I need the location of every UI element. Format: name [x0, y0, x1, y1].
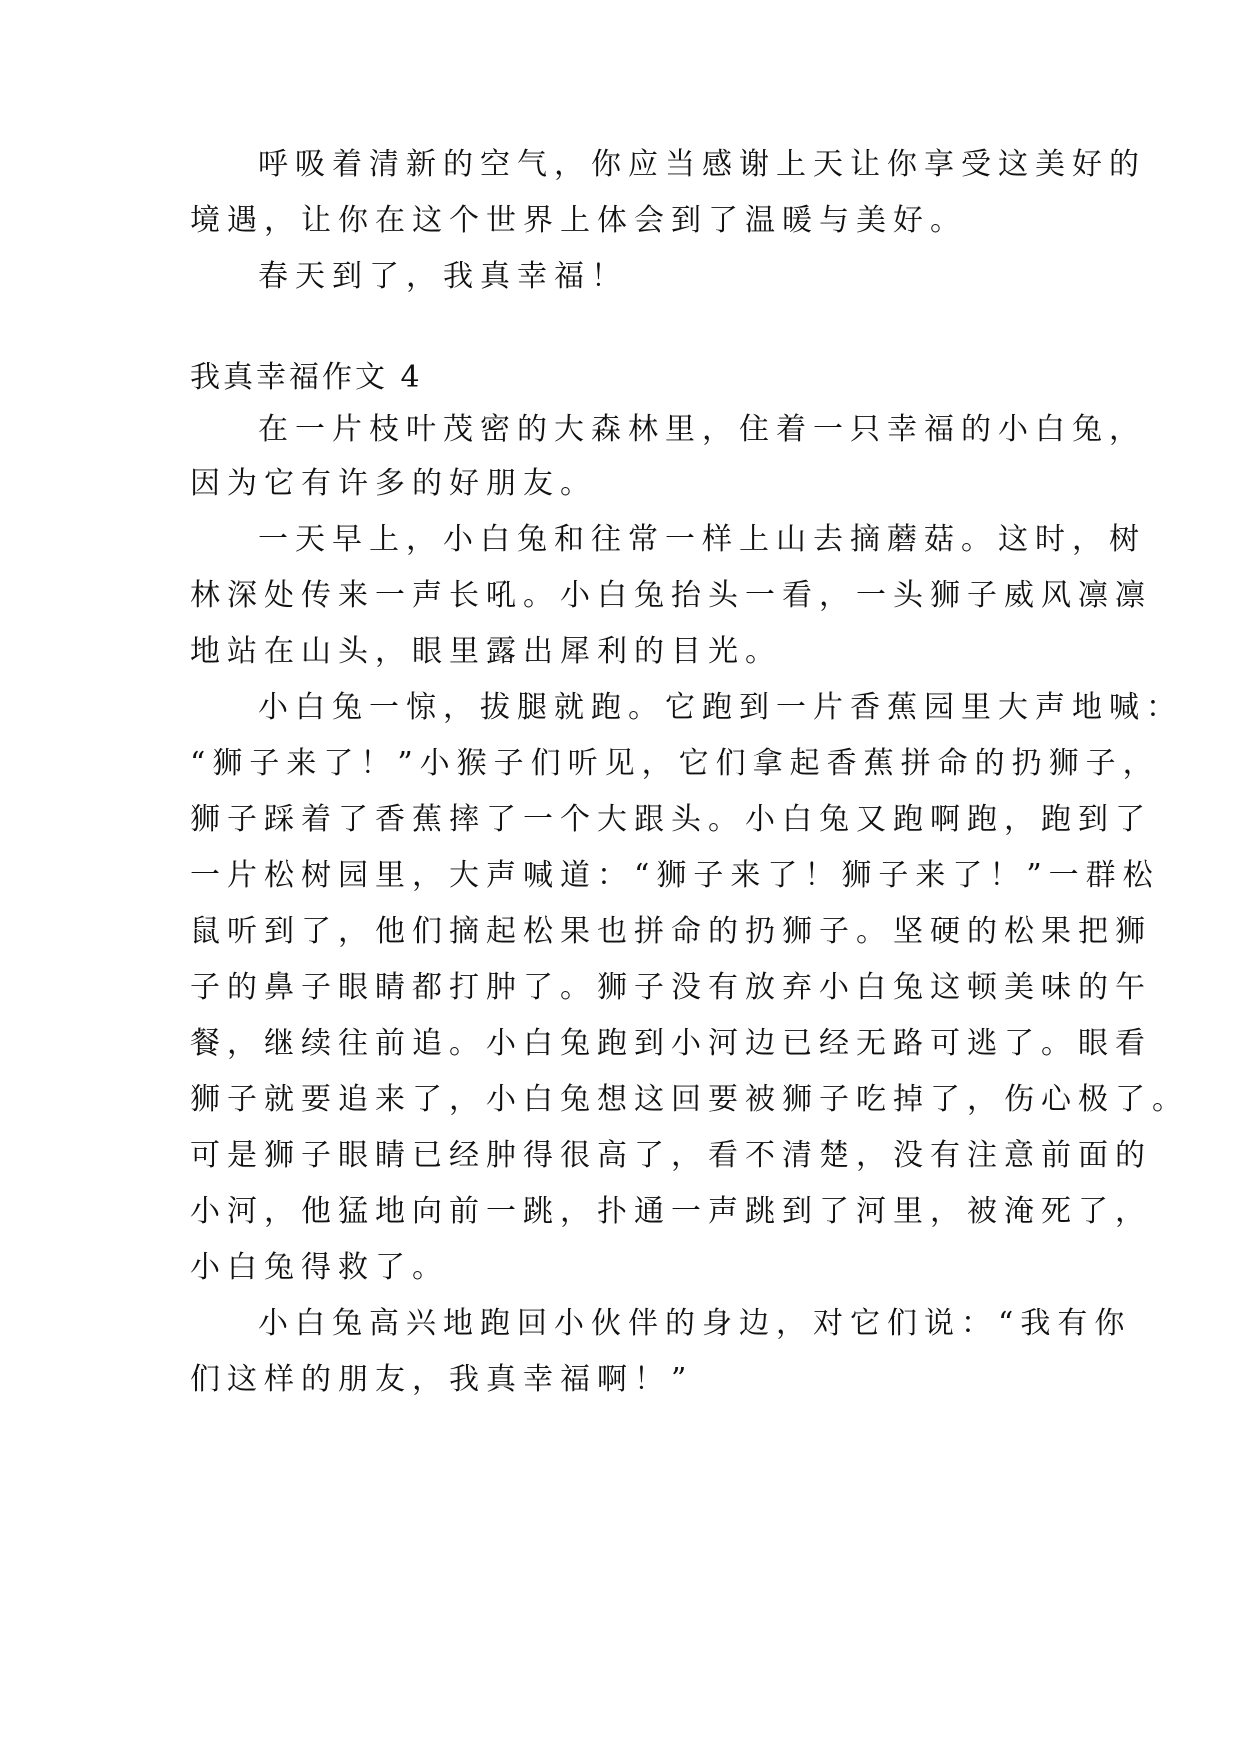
text-line: 一天早上，小白兔和往常一样上山去摘蘑菇。这时，树 [258, 522, 1146, 557]
text-line: 狮子踩着了香蕉摔了一个大跟头。小白兔又跑啊跑，跑到了 [190, 802, 1152, 837]
text-line: 一片松树园里，大声喊道：“狮子来了！狮子来了！”一群松 [190, 858, 1160, 893]
text-line: 狮子就要追来了，小白兔想这回要被狮子吃掉了，伤心极了。 [190, 1082, 1189, 1117]
text-line: “狮子来了！”小猴子们听见，它们拿起香蕉拼命的扔狮子， [190, 746, 1160, 781]
text-line: 鼠听到了，他们摘起松果也拼命的扔狮子。坚硬的松果把狮 [190, 914, 1152, 949]
text-line: 小白兔一惊，拔腿就跑。它跑到一片香蕉园里大声地喊： [258, 690, 1183, 725]
text-line: 在一片枝叶茂密的大森林里，住着一只幸福的小白兔， [258, 412, 1146, 447]
text-line: 地站在山头，眼里露出犀利的目光。 [190, 634, 782, 669]
text-line: 因为它有许多的好朋友。 [190, 466, 597, 501]
text-line: 呼吸着清新的空气，你应当感谢上天让你享受这美好的 [258, 147, 1146, 182]
text-line: 餐，继续往前追。小白兔跑到小河边已经无路可逃了。眼看 [190, 1026, 1152, 1061]
text-line: 春天到了，我真幸福！ [258, 259, 628, 294]
text-line: 小白兔高兴地跑回小伙伴的身边，对它们说：“我有你 [258, 1306, 1132, 1341]
text-line: 小河，他猛地向前一跳，扑通一声跳到了河里，被淹死了， [190, 1194, 1152, 1229]
text-line: 林深处传来一声长吼。小白兔抬头一看，一头狮子威风凛凛 [190, 578, 1152, 613]
text-line: 们这样的朋友，我真幸福啊！” [190, 1362, 694, 1397]
text-line: 小白兔得救了。 [190, 1250, 449, 1285]
text-line: 子的鼻子眼睛都打肿了。狮子没有放弃小白兔这顿美味的午 [190, 970, 1152, 1005]
text-line: 境遇，让你在这个世界上体会到了温暖与美好。 [190, 203, 967, 238]
text-line: 可是狮子眼睛已经肿得很高了，看不清楚，没有注意前面的 [190, 1138, 1152, 1173]
essay-title: 我真幸福作文 4 [190, 360, 423, 395]
